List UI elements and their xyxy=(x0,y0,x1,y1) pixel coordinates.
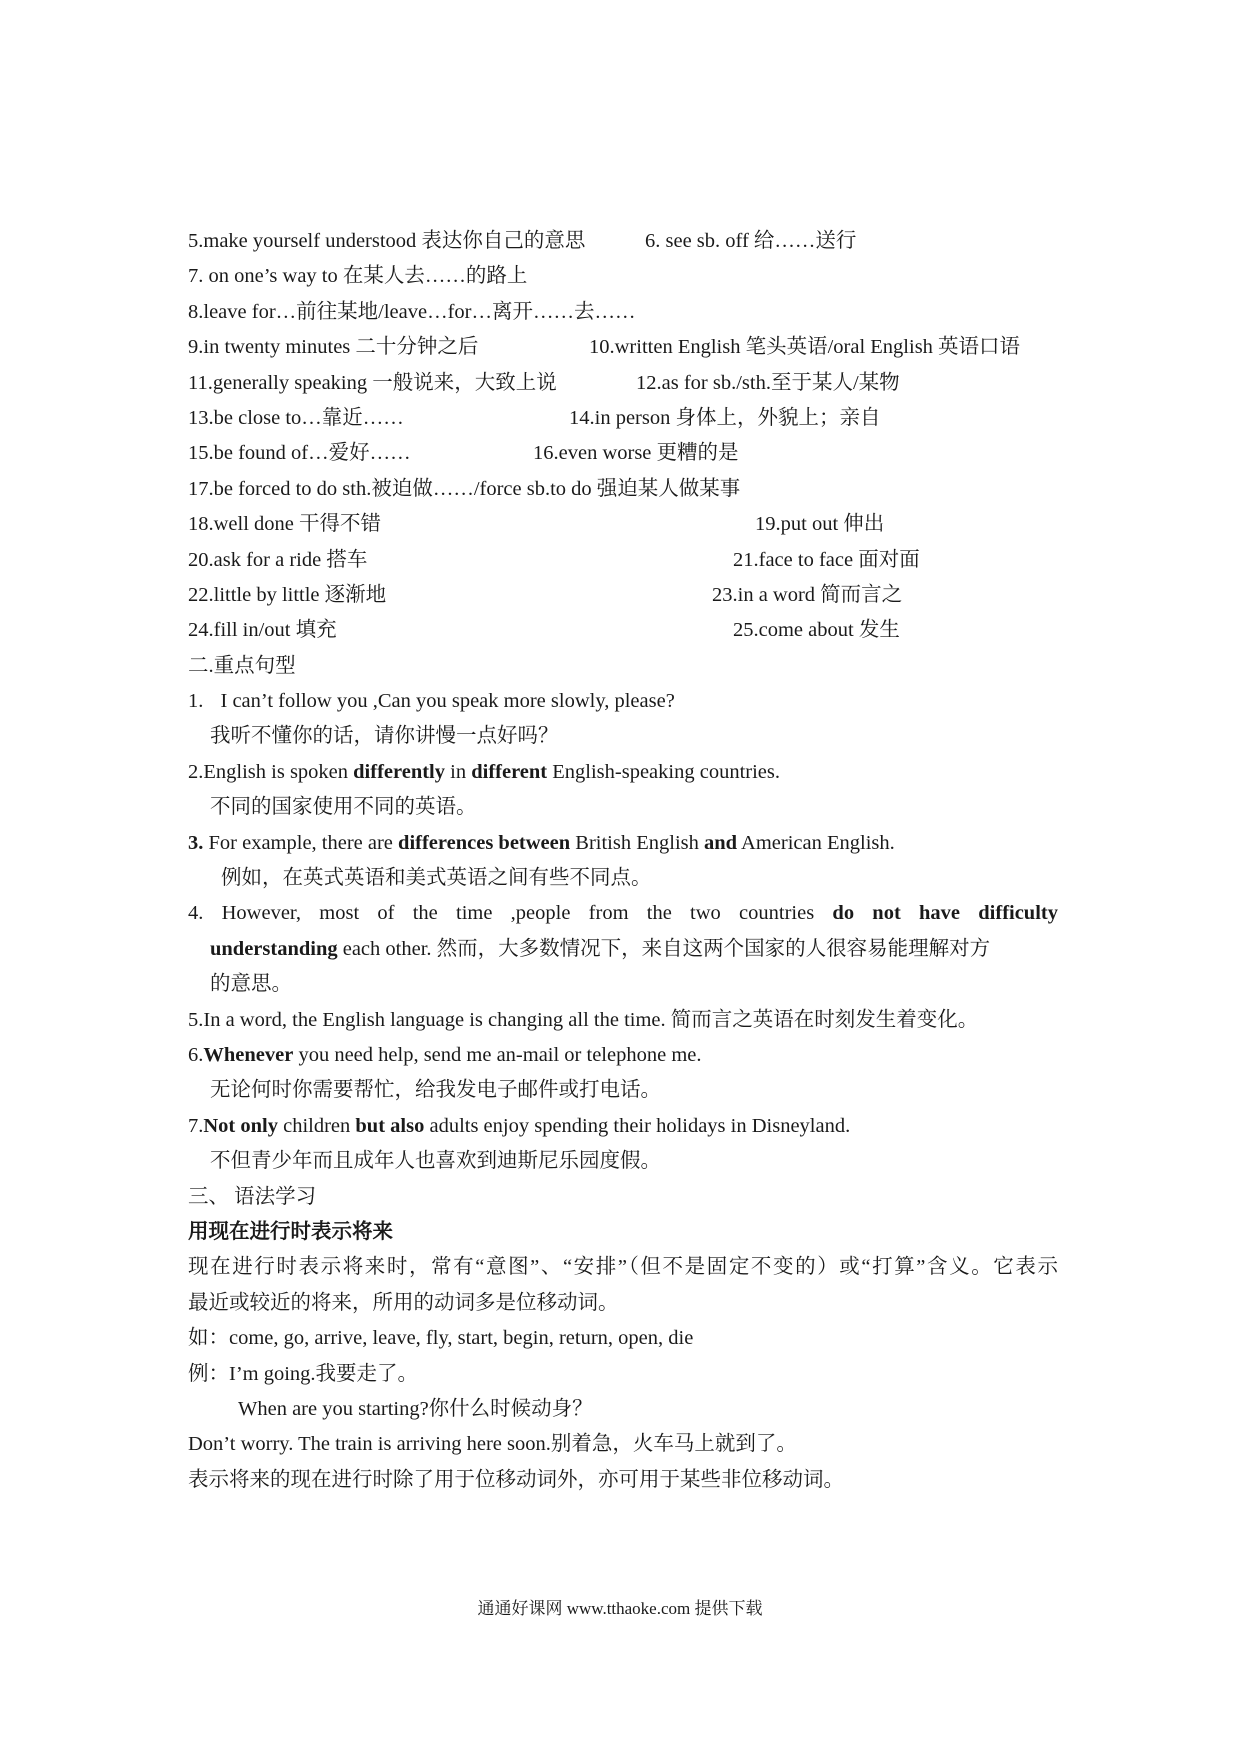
emphasis: do not have difficulty xyxy=(832,902,1058,925)
emphasis: and xyxy=(704,831,738,854)
phrase: 12.as for sb./sth.至于某人/某物 xyxy=(636,371,900,394)
phrase: 7. on one’s way to 在某人去……的路上 xyxy=(188,265,528,288)
example-line: When are you starting?你什么时候动身？ xyxy=(238,1397,593,1420)
text-run: British English xyxy=(570,831,704,854)
phrase: 6. see sb. off 给……送行 xyxy=(645,230,857,252)
phrase-line xyxy=(188,613,1058,648)
translation-line: 不同的国家使用不同的英语。 xyxy=(210,796,477,819)
sentence-line xyxy=(188,932,1058,967)
phrase-line xyxy=(188,295,1058,330)
sentence-number: 6. xyxy=(188,1043,204,1066)
sentence-number: 4. xyxy=(188,902,204,925)
phrase: 10.written English 笔头英语/oral English 英语口语 xyxy=(589,336,1021,359)
emphasis: different xyxy=(471,760,548,783)
text-run: adults enjoy spending their holidays in Disneyland. xyxy=(424,1114,851,1137)
sentence-number: 1. xyxy=(188,690,204,713)
phrase-line xyxy=(188,330,1058,365)
emphasis: Not only xyxy=(203,1114,278,1137)
paragraph-line: 现在进行时表示将来时，常有“意图”、“安排”（但不是固定不变的）或“打算”含义。它表示 xyxy=(188,1256,1058,1279)
phrase: 9.in twenty minutes 二十分钟之后 xyxy=(188,336,479,359)
phrase: 15.be found of…爱好…… xyxy=(188,442,411,465)
phrase: 19.put out 伸出 xyxy=(755,513,885,536)
sentence-line xyxy=(188,1038,1058,1073)
emphasis: but also xyxy=(355,1114,425,1137)
section-heading: 二.重点句型 xyxy=(188,654,296,677)
phrase: 8.leave for…前往某地/leave…for…离开……去…… xyxy=(188,300,636,323)
phrase-line xyxy=(188,224,1058,259)
paragraph-line: 最近或较近的将来，所用的动词多是位移动词。 xyxy=(188,1291,619,1314)
translation-line: 不但青少年而且成年人也喜欢到迪斯尼乐园度假。 xyxy=(210,1150,661,1173)
emphasis: understanding xyxy=(210,937,338,960)
phrase: 25.come about 发生 xyxy=(733,619,900,642)
sentence-line xyxy=(188,826,1058,861)
phrase: 16.even worse 更糟的是 xyxy=(533,442,739,465)
phrase-line xyxy=(188,472,1058,507)
sentence-line xyxy=(188,755,1058,790)
section-heading: 三、 语法学习 xyxy=(188,1185,317,1208)
example-line: 例：I’m going.我要走了。 xyxy=(188,1362,419,1385)
emphasis: differences between xyxy=(398,831,571,854)
phrase: 22.little by little 逐渐地 xyxy=(188,583,387,606)
phrase-line xyxy=(188,366,1058,401)
document-body xyxy=(188,224,1058,1498)
text-run: American English. xyxy=(737,831,895,854)
sentence-line xyxy=(188,684,1058,719)
text-run: 2.English is spoken xyxy=(188,760,354,783)
example-line: Don’t worry. The train is arriving here soon.别着急，火车马上就到了。 xyxy=(188,1433,797,1456)
text-run: you need help, send me an-mail or telephone me. xyxy=(293,1043,702,1066)
phrase-line xyxy=(188,578,1058,613)
phrase: 11.generally speaking 一般说来，大致上说 xyxy=(188,371,557,394)
emphasis: differently xyxy=(353,760,446,783)
phrase: 18.well done 干得不错 xyxy=(188,513,382,536)
grammar-title xyxy=(188,1215,1058,1250)
phrase: 14.in person 身体上，外貌上；亲自 xyxy=(569,406,881,429)
sentence-number: 7. xyxy=(188,1114,204,1137)
phrase: 17.be forced to do sth.被迫做……/force sb.to do 强迫某人做某事 xyxy=(188,477,741,500)
paragraph-line: 如：come, go, arrive, leave, fly, start, begin, return, open, die xyxy=(188,1327,694,1350)
phrase-line xyxy=(188,401,1058,436)
sentence-line: 5.In a word, the English language is changing all the time. 简而言之英语在时刻发生着变化。 xyxy=(188,1008,979,1031)
phrase-line xyxy=(188,543,1058,578)
phrase-line xyxy=(188,507,1058,542)
text-run: English-speaking countries. xyxy=(547,760,780,783)
phrase: 21.face to face 面对面 xyxy=(733,548,920,571)
phrase: 5.make yourself understood 表达你自己的意思 xyxy=(188,230,586,252)
translation-line: 无论何时你需要帮忙，给我发电子邮件或打电话。 xyxy=(210,1079,661,1102)
phrase: 23.in a word 简而言之 xyxy=(712,583,903,606)
page-footer: 通通好课网 www.tthaoke.com 提供下载 xyxy=(477,1599,763,1618)
emphasis: Whenever xyxy=(203,1043,294,1066)
phrase-line xyxy=(188,436,1058,471)
sentence-line: 的意思。 xyxy=(210,973,292,996)
grammar-title-text: 用现在进行时表示将来 xyxy=(188,1220,393,1243)
sentence-line xyxy=(188,896,1058,931)
phrase: 20.ask for a ride 搭车 xyxy=(188,548,368,571)
phrase: 13.be close to…靠近…… xyxy=(188,406,404,429)
sentence-number: 3. xyxy=(188,831,204,854)
sentence-line xyxy=(188,1109,1058,1144)
phrase-line xyxy=(188,259,1058,294)
translation-line: 我听不懂你的话，请你讲慢一点好吗？ xyxy=(210,725,559,748)
text-run: For example, there are xyxy=(203,831,399,854)
phrase: 24.fill in/out 填充 xyxy=(188,619,337,642)
text-run: children xyxy=(277,1114,356,1137)
translation-line: 例如，在英式英语和美式英语之间有些不同点。 xyxy=(221,867,652,890)
text-run: However, most of the time ,people from the two countries xyxy=(203,902,833,925)
paragraph-line: 表示将来的现在进行时除了用于位移动词外，亦可用于某些非位移动词。 xyxy=(188,1468,844,1491)
sentence-text: I can’t follow you ,Can you speak more slowly, please? xyxy=(220,690,675,713)
text-run: each other. 然而，大多数情况下，来自这两个国家的人很容易能理解对方 xyxy=(337,937,991,960)
text-run: in xyxy=(445,760,472,783)
